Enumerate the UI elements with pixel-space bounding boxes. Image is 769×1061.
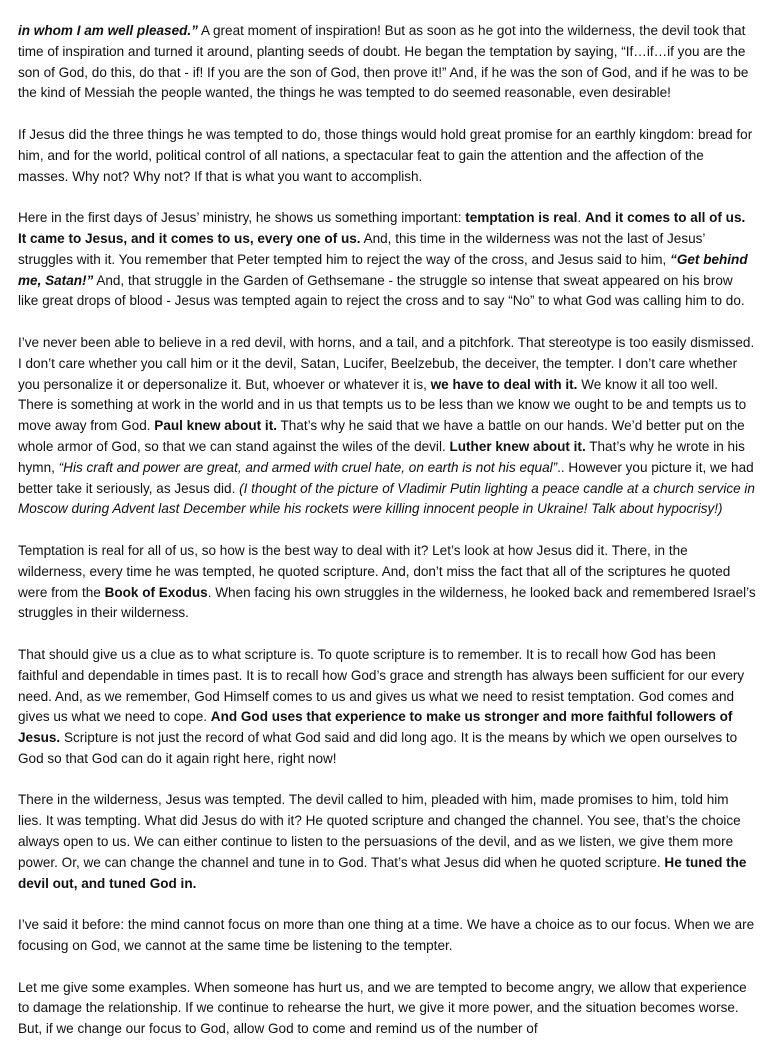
bold-italic-text: “Get behind me, Satan!” bbox=[18, 251, 748, 288]
paragraph-text: And, this time in the wilderness was not the last of Jesus’ struggles with it. You remember that Peter tempted him to reject the way of the cross, and Jesus said to him, bbox=[18, 230, 705, 267]
paragraph-text: There in the wilderness, Jesus was tempted. The devil called to him, pleaded with him, made promises to him, told him lies. It was tempting. What did Jesus do with it? He quoted scripture and changed the channel. You see, that’s the choice always open to us. We can either continue to listen to the persuasions of the devil, and as we listen, we give them more power. Or, we can change the channel and tune in to God. That’s what Jesus did when he quoted scripture. bbox=[18, 792, 741, 870]
paragraph-text: I’ve never been able to believe in a red devil, with horns, and a tail, and a pitchfork. That stereotype is too easily dismissed. I don’t care whether you call him or it the devil, Satan, Lucifer, Beelzebub, the deceiver, the tempter. I don’t care whether you personalize it or depersonalize it. But, whoever or whatever it is, bbox=[18, 334, 755, 392]
body-paragraph bbox=[18, 541, 756, 624]
bold-text: temptation is real bbox=[465, 210, 578, 226]
body-paragraph bbox=[18, 21, 756, 104]
paragraph-text: Let me give some examples. When someone has hurt us, and we are tempted to become angry, we allow that experience to damage the relationship. If we continue to rehearse the hurt, we give it more power, and the situation becomes worse. But, if we change our focus to God, allow God to come and remind us of the number of bbox=[18, 979, 747, 1037]
paragraph-text: Scripture is not just the record of what God said and did long ago. It is the means by which we open ourselves to God so that God can do it again right here, right now! bbox=[18, 730, 738, 766]
bold-text: we have to deal with it. bbox=[430, 376, 578, 392]
paragraph-text: That’s why he wrote in his hymn, bbox=[18, 438, 745, 475]
body-paragraph bbox=[18, 333, 756, 520]
paragraph-text: Temptation is real for all of us, so how is the best way to deal with it? Let’s look at how Jesus did it. There, in the wilderness, every time he was tempted, he quoted scripture. And, don’t miss the fact that all of the scriptures he quoted were from the bbox=[18, 542, 731, 600]
paragraph-text: Here in the first days of Jesus’ ministry, he shows us something important: bbox=[18, 210, 466, 226]
paragraph-text: . When facing his own struggles in the wilderness, he looked back and remembered Israel’s struggles in their wilderness. bbox=[18, 584, 756, 621]
document-page bbox=[18, 21, 756, 1061]
bold-text: And God uses that experience to make us stronger and more faithful followers of Jesus. bbox=[18, 709, 733, 746]
body-paragraph bbox=[18, 125, 756, 187]
body-paragraph bbox=[18, 978, 756, 1040]
paragraph-text: And, that struggle in the Garden of Gethsemane - the struggle so intense that sweat appeared on his brow like great drops of blood - Jesus was tempted again to reject the cross and to say “No” to what God was calling him to do. bbox=[18, 272, 745, 309]
bold-text: He tuned the devil out, and tuned God in. bbox=[18, 854, 747, 891]
paragraph-text: If Jesus did the three things he was tempted to do, those things would hold great promise for an earthly kingdom: bread for him, and for the world, political control of all nations, a spectacular feat to gain the attention and the affection of the masses. Why not? Why not? If that is what you want to accomplish. bbox=[18, 126, 753, 184]
paragraph-text: That should give us a clue as to what scripture is. To quote scripture is to remember. It is to recall how God has been faithful and dependable in times past. It is to recall how God’s grace and strength has always been sufficient for our every need. And, as we remember, God Himself comes to us and gives us what we need to resist temptation. God comes and gives us what we need to cope. bbox=[18, 646, 745, 725]
bold-text: Paul knew about it. bbox=[154, 418, 277, 434]
body-paragraph bbox=[18, 645, 756, 770]
body-paragraph bbox=[18, 208, 756, 312]
bold-text: Book of Exodus bbox=[104, 584, 208, 600]
paragraph-text: That’s why he said that we have a battle on our hands. We’d better put on the whole armor of God, so that we can stand against the wiles of the devil. bbox=[18, 418, 745, 454]
body-paragraph bbox=[18, 790, 756, 894]
bold-text: Luther knew about it. bbox=[449, 438, 586, 454]
body-paragraph bbox=[18, 915, 756, 957]
paragraph-text: We know it all too well. There is something at work in the world and in us that tempts us to be less than we know we ought to be and tempts us to move away from God. bbox=[18, 376, 747, 434]
paragraph-text: . bbox=[577, 210, 585, 226]
italic-text: “His craft and power are great, and armed with cruel hate, on earth is not his equal” bbox=[58, 459, 558, 475]
bold-italic-text: in whom I am well pleased.” bbox=[18, 23, 198, 38]
paragraph-text: .. However you picture it, we had better take it seriously, as Jesus did. bbox=[18, 459, 754, 496]
bold-text: And it comes to all of us. It came to Jesus, and it comes to us, every one of us. bbox=[18, 210, 746, 246]
paragraph-text: A great moment of inspiration! But as soon as he got into the wilderness, the devil took that time of inspiration and turned it around, planting seeds of doubt. He began the temptation by saying, “If…if…if you are the son of God, do this, do that - if! If you are the son of God, then prove it!” And, if he was the son of God, and if he was to be the kind of Messiah the people wanted, the things he was tempted to do seemed reasonable, even desirable! bbox=[18, 23, 749, 101]
italic-text: (I thought of the picture of Vladimir Putin lighting a peace candle at a church service in Moscow during Advent last December while his rockets were killing innocent people in Ukraine! Talk about hypocrisy!) bbox=[18, 480, 755, 517]
paragraph-text: I’ve said it before: the mind cannot focus on more than one thing at a time. We have a choice as to our focus. When we are focusing on God, we cannot at the same time be listening to the tempter. bbox=[18, 917, 755, 954]
